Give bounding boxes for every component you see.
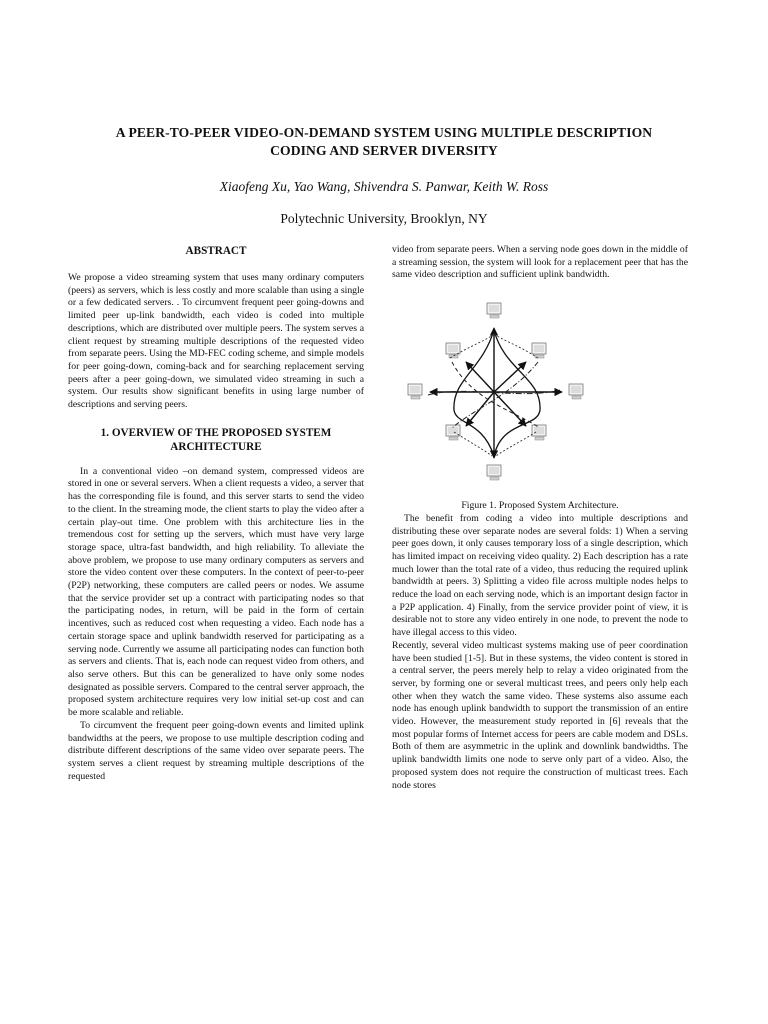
peer-computer-icon-left	[408, 384, 422, 399]
right-column	[392, 244, 688, 792]
abstract-text: We propose a video streaming system that uses many ordinary computers (peers) as servers, which is less costly and more scalable than using a single or a few dedicated servers. . To circumvent frequent peer going-downs and limited peer up-link bandwidth, each video is coded into multiple descriptions, which are distributed over multiple peers. The system serves a client request by streaming multiple descriptions of the requested video from separate peers. Using the MD-FEC coding scheme, and simple models for peer going-down, coming-back and for searching replacement serving peers after a peer going-down, we simulated video streaming in such a system. Our results show significant benefits in using large number of descriptions and serving peers.	[68, 272, 364, 411]
affiliation: Polytechnic University, Brooklyn, NY	[280, 211, 488, 226]
peer-computer-icon-right	[569, 384, 583, 399]
system-architecture-figure	[392, 300, 688, 500]
section-1-heading	[68, 426, 364, 454]
peer-computer-icon-top	[487, 303, 501, 318]
section-1-paragraph-4: Recently, several video multicast systems making use of peer coordination have been studied [1-5]. But in these systems, the video content is stored in a central server, the peers merely help to relay a video originated from the server, by forming one or several multicast trees, and peers only help each other when they watch the same video. These systems also assume each node has enough uplink bandwidth to support the transmission of an entire video. However, the measurement study reported in [6] reveals that the most popular forms of Internet access for peers are cable modem and DSLs. Both of them are asymmetric in the uplink and downlink bandwidths. The uplink bandwidth limits one node to serve only part of a video. Also, the proposed system does not require the construction of multicast trees. Each node stores	[392, 639, 688, 791]
title-line-2: CODING AND SERVER DIVERSITY	[270, 143, 498, 158]
abstract-heading: ABSTRACT	[185, 245, 247, 257]
peer-computer-icon-upper-left	[446, 343, 460, 358]
section-1-paragraph-1: In a conventional video –on demand system, compressed videos are stored in one or several servers. When a client requests a video, a server that has the corresponding file is found, and this server starts to send the video to the client. In the streaming mode, the client starts to play the video after a certain play-out time. One problem with this architecture lies in the tremendous cost for setting up the servers, which must have very large storage space, ultra-fast bandwidth, and high reliability. To alleviate the above problem, we propose to use many ordinary computers as servers and store the video content over these computers. In the context of peer-to-peer (P2P) networking, these computers are called peers or nodes. We assume that the service provider set up a contract with participating nodes so that the participating nodes, in return, will be paid in the form of certain incentives, such as reduced cost when requesting a video. Each node has a certain storage space and uplink bandwidth reserved for participating as a serving node. Currently we assume all participating nodes can function both as servers and clients. That is, each node can request video from others, and also serve others. But this can be generalized to have only some nodes designated as possible servers. Compared to the central server approach, the proposed system architecture requires very low initial set-up cost and can be more scalable and reliable.	[68, 465, 364, 719]
section-1-heading-line-1: 1. OVERVIEW OF THE PROPOSED SYSTEM	[100, 426, 332, 439]
figure-1-caption: Figure 1. Proposed System Architecture.	[461, 500, 619, 512]
peer-computer-icon-bottom	[487, 465, 501, 480]
section-1-paragraph-2-continued: video from separate peers. When a serving node goes down in the middle of a streaming session, the system will look for a replacement peer that has the same video description and sufficient uplink bandwidth.	[392, 244, 688, 281]
section-1-paragraph-2: To circumvent the frequent peer going-down events and limited uplink bandwidths at the peers, we propose to use multiple description coding and distribute different descriptions of the same video over separate peers. The system serves a client request by streaming multiple descriptions of the requested	[68, 719, 364, 782]
author-list: Xiaofeng Xu, Yao Wang, Shivendra S. Panwar, Keith W. Ross	[219, 179, 549, 194]
peer-computer-icon-lower-right	[532, 425, 546, 440]
paper-title	[70, 124, 698, 160]
title-line-1: A PEER-TO-PEER VIDEO-ON-DEMAND SYSTEM USING MULTIPLE DESCRIPTION	[115, 125, 653, 140]
section-1-paragraph-3: The benefit from coding a video into multiple descriptions and distributing these over separate nodes are several folds: 1) When a serving peer goes down, it only causes temporary loss of a single description, which has limited impact on receiving video quality. 2) Each description has a rate much lower than the total rate of a video, thus reducing the required uplink bandwidth at peers. 3) Splitting a video file across multiple nodes helps to reduce the load on each serving node, which is an important design factor in a P2P application. 4) Finally, from the service provider point of view, it is desirable not to store any video entirely in one node, to prevent the node to have illegal access to this video.	[392, 512, 688, 639]
left-column	[68, 244, 364, 783]
architecture-diagram	[392, 300, 688, 500]
section-1-heading-line-2: ARCHITECTURE	[170, 440, 262, 453]
